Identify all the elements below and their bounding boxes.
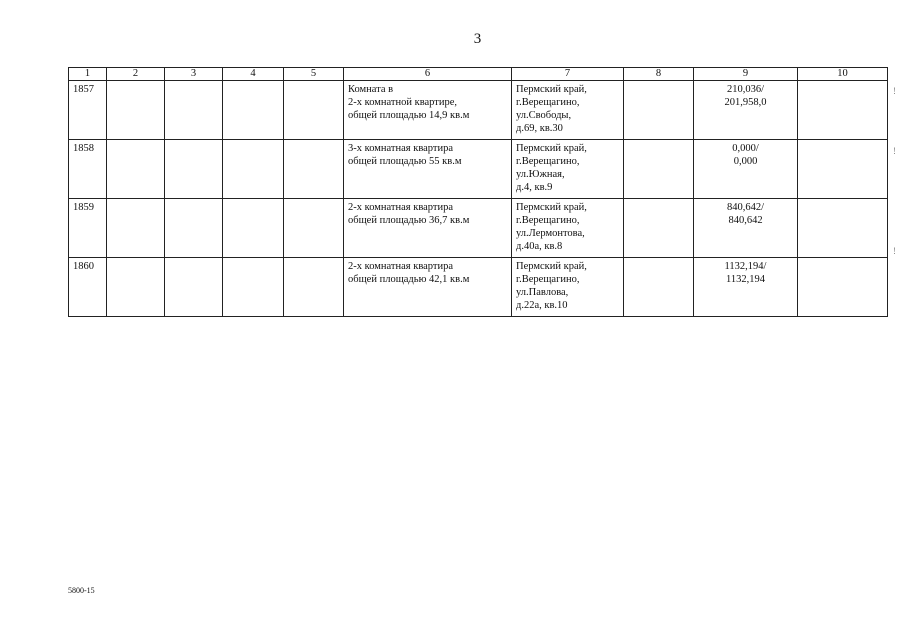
cell-line: 840,642/ bbox=[726, 202, 765, 213]
property-table bbox=[68, 67, 888, 317]
table-body bbox=[69, 81, 888, 317]
header-col-6: 6 bbox=[344, 68, 512, 81]
cell-col-5 bbox=[284, 258, 344, 317]
cell-line: общей площадью 36,7 кв.м bbox=[348, 215, 470, 226]
cell-col-4 bbox=[223, 140, 284, 199]
header-col-1: 1 bbox=[69, 68, 107, 81]
cell-line: д.22а, кв.10 bbox=[516, 300, 568, 311]
header-col-8: 8 bbox=[624, 68, 694, 81]
cell-col-8 bbox=[624, 140, 694, 199]
cell-col-8 bbox=[624, 199, 694, 258]
cell-line: 2-х комнатной квартире, bbox=[348, 97, 458, 108]
cell-col-8 bbox=[624, 258, 694, 317]
cell-line: 1132,194 bbox=[726, 274, 765, 285]
cell-col-3 bbox=[165, 258, 223, 317]
cell-col-4 bbox=[223, 258, 284, 317]
cell-col-4 bbox=[223, 81, 284, 140]
cell-col-9 bbox=[694, 140, 798, 199]
cell-line: общей площадью 42,1 кв.м bbox=[348, 274, 470, 285]
cell-col-6 bbox=[344, 258, 512, 317]
cell-line: 840,642 bbox=[728, 215, 763, 226]
cell-line: д.4, кв.9 bbox=[516, 182, 553, 193]
cell-line: г.Верещагино, bbox=[516, 156, 580, 167]
cell-line: г.Верещагино, bbox=[516, 97, 580, 108]
cell-line: 201,958,0 bbox=[724, 97, 767, 108]
header-col-9: 9 bbox=[694, 68, 798, 81]
cell-col-7 bbox=[512, 81, 624, 140]
cell-line: ул.Свободы, bbox=[516, 110, 572, 121]
cell-col-5 bbox=[284, 199, 344, 258]
cell-line: 2-х комнатная квартира bbox=[348, 202, 454, 213]
cell-col-4 bbox=[223, 199, 284, 258]
cell-col-10 bbox=[798, 81, 888, 140]
cell-col-1: 1860 bbox=[69, 258, 107, 317]
header-col-10: 10 bbox=[798, 68, 888, 81]
cell-line: Пермский край, bbox=[516, 84, 587, 95]
cell-col-1: 1858 bbox=[69, 140, 107, 199]
cell-col-5 bbox=[284, 140, 344, 199]
cell-col-10 bbox=[798, 140, 888, 199]
cell-line: ул.Лермонтова, bbox=[516, 228, 585, 239]
header-col-7: 7 bbox=[512, 68, 624, 81]
cell-col-3 bbox=[165, 81, 223, 140]
cell-col-5 bbox=[284, 81, 344, 140]
cell-col-6 bbox=[344, 81, 512, 140]
cell-line: ул.Павлова, bbox=[516, 287, 569, 298]
cell-col-8 bbox=[624, 81, 694, 140]
cell-col-6 bbox=[344, 199, 512, 258]
cell-line: 3-х комнатная квартира bbox=[348, 143, 454, 154]
cell-line: д.69, кв.30 bbox=[516, 123, 563, 134]
cell-col-1: 1859 bbox=[69, 199, 107, 258]
header-col-3: 3 bbox=[165, 68, 223, 81]
cell-col-3 bbox=[165, 199, 223, 258]
cell-line: г.Верещагино, bbox=[516, 274, 580, 285]
cell-line: Пермский край, bbox=[516, 143, 587, 154]
cell-line: общей площадью 55 кв.м bbox=[348, 156, 462, 167]
cell-line: 1132,194/ bbox=[724, 261, 767, 272]
table-row bbox=[69, 199, 888, 258]
cell-line: 210,036/ bbox=[726, 84, 765, 95]
cell-col-9 bbox=[694, 199, 798, 258]
cell-line: г.Верещагино, bbox=[516, 215, 580, 226]
page-number: 3 bbox=[473, 31, 482, 47]
cell-col-7 bbox=[512, 199, 624, 258]
cell-line: Пермский край, bbox=[516, 261, 587, 272]
cell-col-2 bbox=[107, 140, 165, 199]
cell-col-7 bbox=[512, 140, 624, 199]
margin-mark: ! bbox=[893, 86, 896, 96]
column-number-row bbox=[69, 68, 888, 81]
cell-line: Комната в bbox=[348, 84, 394, 95]
cell-line: Пермский край, bbox=[516, 202, 587, 213]
header-col-5: 5 bbox=[284, 68, 344, 81]
cell-col-2 bbox=[107, 81, 165, 140]
header-col-4: 4 bbox=[223, 68, 284, 81]
document-code: 5800-15 bbox=[68, 586, 95, 595]
cell-col-10 bbox=[798, 199, 888, 258]
margin-mark: ! bbox=[893, 146, 896, 156]
cell-line: 0,000/ bbox=[732, 143, 759, 154]
header-col-2: 2 bbox=[107, 68, 165, 81]
cell-line: ул.Южная, bbox=[516, 169, 565, 180]
table-row bbox=[69, 140, 888, 199]
cell-col-2 bbox=[107, 258, 165, 317]
cell-line: д.40а, кв.8 bbox=[516, 241, 563, 252]
cell-col-6 bbox=[344, 140, 512, 199]
cell-col-2 bbox=[107, 199, 165, 258]
cell-col-9 bbox=[694, 81, 798, 140]
cell-col-10 bbox=[798, 258, 888, 317]
cell-col-9 bbox=[694, 258, 798, 317]
cell-col-1: 1857 bbox=[69, 81, 107, 140]
table-row bbox=[69, 258, 888, 317]
margin-mark: ! bbox=[893, 246, 896, 256]
cell-col-7 bbox=[512, 258, 624, 317]
cell-line: 0,000 bbox=[733, 156, 758, 167]
cell-line: 2-х комнатная квартира bbox=[348, 261, 454, 272]
cell-line: общей площадью 14,9 кв.м bbox=[348, 110, 470, 121]
cell-col-3 bbox=[165, 140, 223, 199]
table-row bbox=[69, 81, 888, 140]
